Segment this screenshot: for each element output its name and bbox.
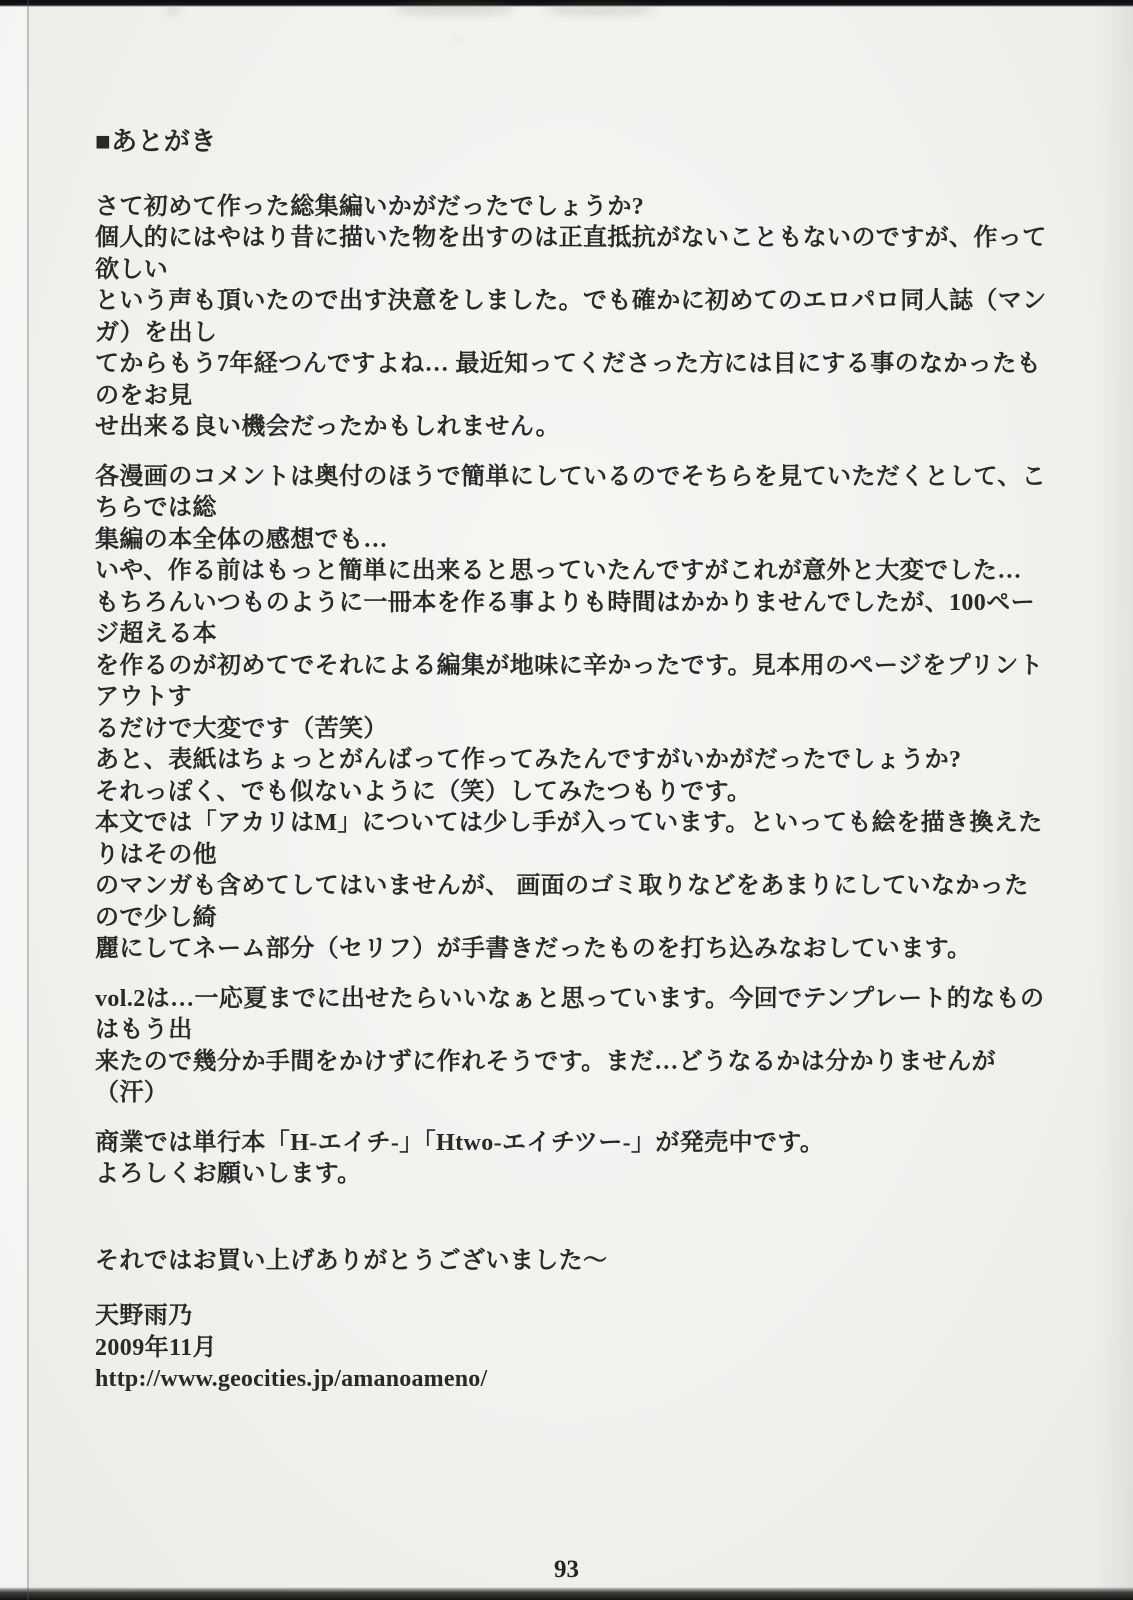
text-line: 個人的にはやはり昔に描いた物を出すのは正直抵抗がないこともないのですが、作って欲しい xyxy=(95,225,1047,283)
signature-block xyxy=(95,1301,1047,1396)
scan-edge-right xyxy=(1097,0,1133,1600)
text-line: のマンガも含めてしてはいませんが、 画面のゴミ取りなどをあまりにしていなかったので少し綺 xyxy=(95,873,1029,931)
text-line: あと、表紙はちょっとがんばって作ってみたんですがいかがだったでしょうか? xyxy=(95,747,962,773)
text-line: せ出来る良い機会だったかもしれません。 xyxy=(95,414,561,440)
text-line: 商業では単行本「H-エイチ-」「Htwo-エイチツー-」が発売中です。 xyxy=(95,1129,825,1156)
scan-margin-left xyxy=(0,0,27,1600)
afterword-content xyxy=(95,126,1047,1396)
text-line: 本文では「アカリはM」については少し手が入っています。といっても絵を描き換えたりはその他 xyxy=(95,810,1043,868)
text-line: てからもう7年経つんですよね… 最近知ってくださった方には目にする事のなかったものをお見 xyxy=(95,351,1041,409)
text-line: という声も頂いたので出す決意をしました。でも確かに初めてのエロパロ同人誌（マンガ）を出し xyxy=(95,288,1047,346)
text-line: 麗にしてネーム部分（セリフ）が手書きだったものを打ち込みなおしています。 xyxy=(95,936,972,962)
paragraph-intro xyxy=(95,192,1047,444)
text-line: 各漫画のコメントは奥付のほうで簡単にしているのでそちらを見ていただくとして、こちらでは総 xyxy=(95,463,1047,521)
text-line: それっぽく、でも似ないように（笑）してみたつもりです。 xyxy=(95,778,752,805)
website-url: http://www.geocities.jp/amanoameno/ xyxy=(95,1366,488,1392)
scan-artifact xyxy=(166,6,180,14)
text-line: 集編の本全体の感想でも… xyxy=(95,526,388,553)
closing-thanks-line: それではお買い上げありがとうございました〜 xyxy=(95,1247,608,1274)
scan-artifact xyxy=(452,36,462,42)
text-line: 来たので幾分か手間をかけずに作れそうです。まだ…どうなるかは分かりませんが（汗） xyxy=(95,1048,996,1106)
publication-date: 2009年11月 xyxy=(95,1334,217,1361)
text-line: さて初めて作った総集編いかがだったでしょうか? xyxy=(95,193,645,220)
scan-artifact xyxy=(545,4,655,16)
scan-edge-bottom xyxy=(0,1587,1133,1600)
text-line: いや、作る前はもっと簡単に出来ると思っていたんですがこれが意外と大変でした… xyxy=(95,558,1022,584)
paragraph-commercial-books xyxy=(95,1128,1047,1191)
scan-artifact xyxy=(395,2,515,16)
text-line: よろしくお願いします。 xyxy=(95,1161,362,1187)
scan-edge-left xyxy=(27,0,29,1600)
text-line: vol.2は…一応夏までに出せたらいいなぁと思っています。今回でテンプレート的なものはもう出 xyxy=(95,985,1045,1043)
text-line: もちろんいつものように一冊本を作る事よりも時間はかかりませんでしたが、100ページ超える本 xyxy=(95,589,1035,647)
author-name: 天野雨乃 xyxy=(95,1303,193,1329)
paragraph-vol2-plans xyxy=(95,984,1047,1110)
text-line: を作るのが初めてでそれによる編集が地味に辛かったです。見本用のページをプリントアウトす xyxy=(95,652,1044,710)
page-number: 93 xyxy=(554,1556,579,1583)
afterword-heading: ■あとがき xyxy=(95,127,217,156)
paragraph-production-notes xyxy=(95,462,1047,966)
text-line: るだけで大変です（苦笑） xyxy=(95,715,388,742)
